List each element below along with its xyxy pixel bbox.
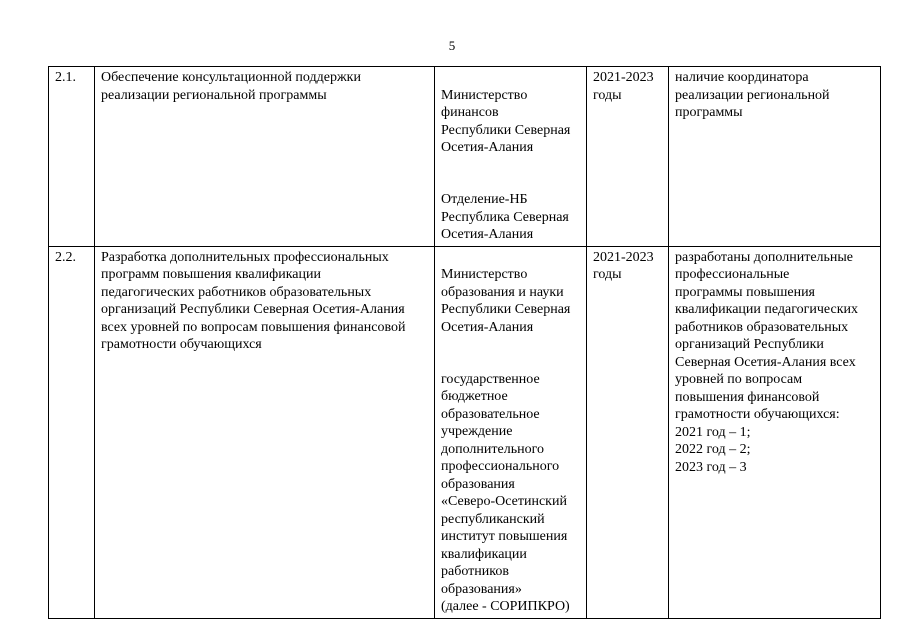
activity-cell: Обеспечение консультационной поддержки реализации региональной программы (95, 67, 435, 247)
executor-primary: Министерство финансов Республики Северная Осетия-Алания (441, 87, 571, 155)
executor-primary: Министерство образования и науки Республики Северная Осетия-Алания (441, 267, 571, 335)
row-number-cell: 2.1. (49, 67, 95, 247)
result-cell: наличие координатора реализации региональной программы (669, 67, 881, 247)
period-cell: 2021-2023 годы (587, 67, 669, 247)
row-number-cell: 2.2. (49, 246, 95, 618)
page-number: 5 (448, 38, 456, 53)
table-row (49, 246, 881, 618)
activity-cell: Разработка дополнительных профессиональных программ повышения квалификации педагогических работников образовательных организаций Республики Северная Осетия-Алания всех уровней по вопросам повышения финансовой грамотности обучающихся (95, 246, 435, 618)
period-cell: 2021-2023 годы (587, 246, 669, 618)
executors-cell (435, 246, 587, 618)
executor-secondary: государственное бюджетное образовательное учреждение дополнительного профессионального образования «Северо-Осетинский республиканский институт повышения квалификации работников образования» (далее - СОРИПКРО) (441, 371, 570, 614)
table-row (49, 67, 881, 247)
executor-secondary: Отделение-НБ Республика Северная Осетия-Алания (441, 192, 569, 242)
executors-cell (435, 67, 587, 247)
program-activities-table (48, 66, 881, 619)
result-cell: разработаны дополнительные профессиональные программы повышения квалификации педагогических работников образовательных организаций Республики Северная Осетия-Алания всех уровней по вопросам повышения финансовой грамотности обучающихся: 2021 год – 1; 2022 год – 2; 2023 год – 3 (669, 246, 881, 618)
